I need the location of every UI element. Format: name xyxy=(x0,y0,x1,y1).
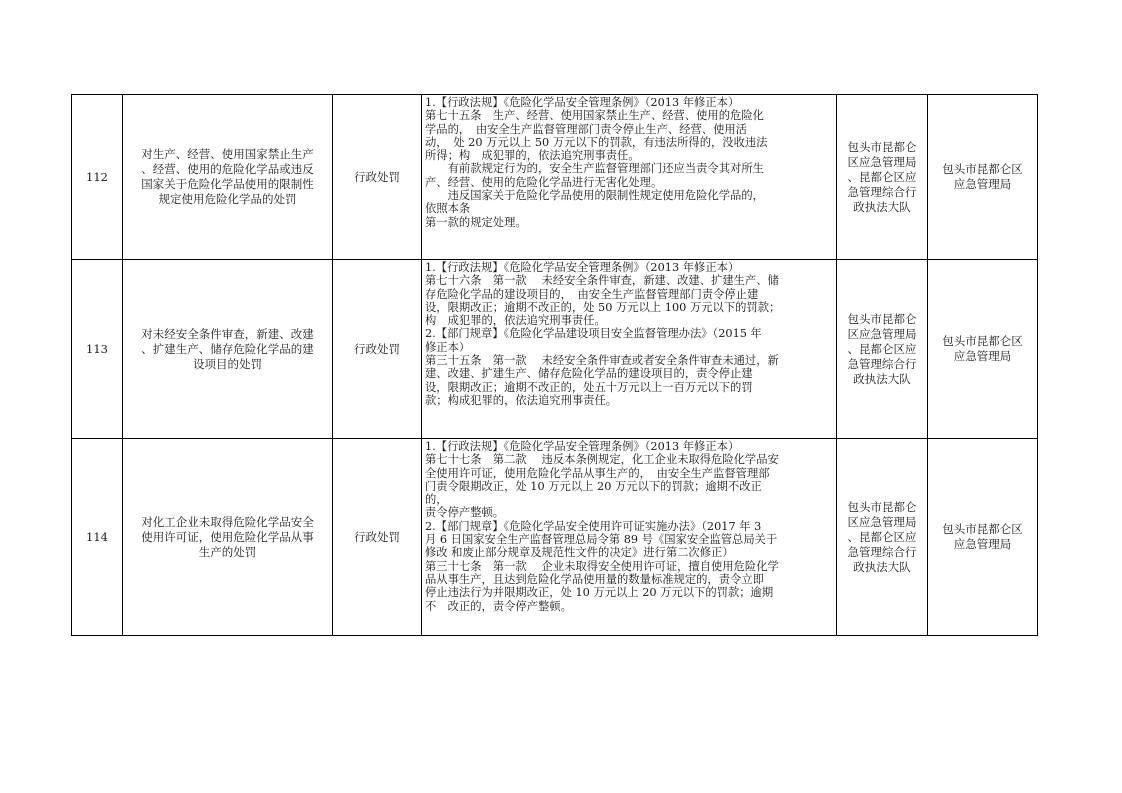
item-line: 对生产、经营、使用国家禁止生产 xyxy=(141,147,314,161)
exec-line: 包头市昆都仑 xyxy=(847,311,917,326)
basis-line: 第七十六条 第一款 未经安全条件审查，新建、改建、扩建生产、储 xyxy=(425,274,779,288)
item-line: 、扩建生产、储存危险化学品的建 xyxy=(141,341,314,356)
item-line: 对未经安全条件审查，新建、改建 xyxy=(141,326,314,341)
basis-line: 2.【部门规章】《危险化学品安全使用许可证实施办法》（2017 年 3 xyxy=(425,519,762,533)
exec-line: 政执法大队 xyxy=(853,371,911,386)
basis-line: 所得；构 成犯罪的，依法追究刑事责任。 xyxy=(425,149,640,163)
enforcement-table xyxy=(71,94,1038,636)
basis-line: 修改 和废止部分规章及规范性文件的决定》进行第二次修正） xyxy=(425,546,734,560)
responsible-department xyxy=(928,439,1038,636)
row-number: 114 xyxy=(72,439,123,636)
item-name xyxy=(123,260,333,439)
basis-line: 1.【行政法规】《危险化学品安全管理条例》（2013 年修正本） xyxy=(425,261,740,274)
item-name xyxy=(123,439,333,636)
basis-line: 构 成犯罪的，依法追究刑事责任。 xyxy=(425,314,606,328)
exec-line: 、昆都仑区应 xyxy=(847,169,917,184)
category: 行政处罚 xyxy=(333,439,422,636)
dept-line: 包头市昆都仑区 xyxy=(942,522,1023,536)
row-number: 112 xyxy=(72,95,123,260)
basis-line: 责令停产整顿。 xyxy=(425,506,505,520)
basis-line: 第七十七条 第二款 违反本条例规定，化工企业未取得危险化学品安 xyxy=(425,453,779,467)
basis-line: 第三十五条 第一款 未经安全条件审查或者安全条件审查未通过，新 xyxy=(425,354,779,368)
legal-basis xyxy=(422,95,837,260)
dept-line: 应急管理局 xyxy=(953,537,1012,551)
basis-line: 的， xyxy=(425,493,448,507)
exec-line: 政执法大队 xyxy=(853,559,911,574)
item-line: 对化工企业未取得危险化学品安全 xyxy=(141,514,314,529)
legal-basis xyxy=(422,439,837,636)
item-line: 使用许可证，使用危险化学品从事 xyxy=(141,529,314,544)
responsible-department xyxy=(928,260,1038,439)
basis-line: 第三十七条 第一款 企业未取得安全使用许可证，擅自使用危险化学 xyxy=(425,559,779,573)
exec-line: 、昆都仑区应 xyxy=(847,529,917,544)
exec-line: 包头市昆都仑 xyxy=(847,499,917,514)
executing-agency xyxy=(837,260,928,439)
dept-line: 包头市昆都仑区 xyxy=(942,334,1023,348)
basis-line: 依照本条 xyxy=(425,202,471,216)
table-row xyxy=(72,260,1038,439)
item-line: 、经营、使用的危险化学品或违反 xyxy=(141,162,314,176)
basis-line: 建、改建、扩建生产、储存危险化学品的建设项目的，责令停止建 xyxy=(425,367,753,381)
dept-line: 包头市昆都仑区 xyxy=(942,162,1023,176)
item-line: 生产的处罚 xyxy=(198,544,257,559)
basis-line: 违反国家关于危险化学品使用的限制性规定使用危险化学品的， xyxy=(425,189,764,203)
exec-line: 、昆都仑区应 xyxy=(847,341,917,356)
basis-line: 产、经营、使用的危险化学品进行无害化处理。 xyxy=(425,175,663,189)
item-line: 设项目的处罚 xyxy=(193,356,262,371)
dept-line: 应急管理局 xyxy=(953,349,1012,363)
exec-line: 区应急管理局 xyxy=(847,326,917,341)
table-row xyxy=(72,439,1038,636)
basis-line: 停止违法行为并限期改正，处 10 万元以上 20 万元以下的罚款；逾期 xyxy=(425,586,774,600)
exec-line: 急管理综合行 xyxy=(847,544,917,559)
category: 行政处罚 xyxy=(333,95,422,260)
basis-line: 1.【行政法规】《危险化学品安全管理条例》（2013 年修正本） xyxy=(425,440,740,453)
basis-line: 月 6 日国家安全生产监督管理总局令第 89 号《国家安全监管总局关于 xyxy=(425,533,778,547)
item-line: 国家关于危险化学品使用的限制性 xyxy=(141,177,314,191)
basis-line: 品从事生产，且达到危险化学品使用量的数量标准规定的，责令立即 xyxy=(425,572,764,586)
dept-line: 应急管理局 xyxy=(953,177,1012,191)
item-name xyxy=(123,95,333,260)
item-line: 规定使用危险化学品的处罚 xyxy=(158,192,297,206)
basis-line: 第七十五条 生产、经营、使用国家禁止生产、经营、使用的危险化 xyxy=(425,109,764,123)
basis-line: 动， 处 20 万元以上 50 万元以下的罚款，有违法所得的，没收违法 xyxy=(425,135,768,149)
row-number: 113 xyxy=(72,260,123,439)
category: 行政处罚 xyxy=(333,260,422,439)
responsible-department xyxy=(928,95,1038,260)
exec-line: 急管理综合行 xyxy=(847,184,917,199)
legal-basis xyxy=(422,260,837,439)
basis-line: 门责令限期改正，处 10 万元以上 20 万元以下的罚款；逾期不改正 xyxy=(425,479,762,493)
basis-line: 全使用许可证，使用危险化学品从事生产的， 由安全生产监督管理部 xyxy=(425,466,770,480)
exec-line: 包头市昆都仑 xyxy=(847,139,917,154)
basis-line: 设，限期改正；逾期不改正的，处 50 万元以上 100 万元以下的罚款； xyxy=(425,300,781,314)
basis-line: 修正本） xyxy=(425,340,471,354)
basis-line: 不 改正的，责令停产整顿。 xyxy=(425,599,572,613)
basis-line: 设，限期改正；逾期不改正的，处五十万元以上一百万元以下的罚 xyxy=(425,380,753,394)
basis-line: 有前款规定行为的，安全生产监督管理部门还应当责令其对所生 xyxy=(425,162,764,176)
basis-line: 学品的， 由安全生产监督管理部门责令停止生产、经营、使用活 xyxy=(425,122,747,136)
basis-line: 1.【行政法规】《危险化学品安全管理条例》（2013 年修正本） xyxy=(425,96,740,109)
exec-line: 区应急管理局 xyxy=(847,514,917,529)
executing-agency xyxy=(837,95,928,260)
basis-line: 第一款的规定处理。 xyxy=(425,215,527,229)
exec-line: 政执法大队 xyxy=(853,199,911,214)
executing-agency xyxy=(837,439,928,636)
table-row xyxy=(72,95,1038,260)
exec-line: 急管理综合行 xyxy=(847,356,917,371)
basis-line: 款；构成犯罪的，依法追究刑事责任。 xyxy=(425,393,618,407)
basis-line: 存危险化学品的建设项目的， 由安全生产监督管理部门责令停止建 xyxy=(425,287,759,301)
basis-line: 2.【部门规章】《危险化学品建设项目安全监督管理办法》（2015 年 xyxy=(425,327,762,341)
exec-line: 区应急管理局 xyxy=(847,154,917,169)
